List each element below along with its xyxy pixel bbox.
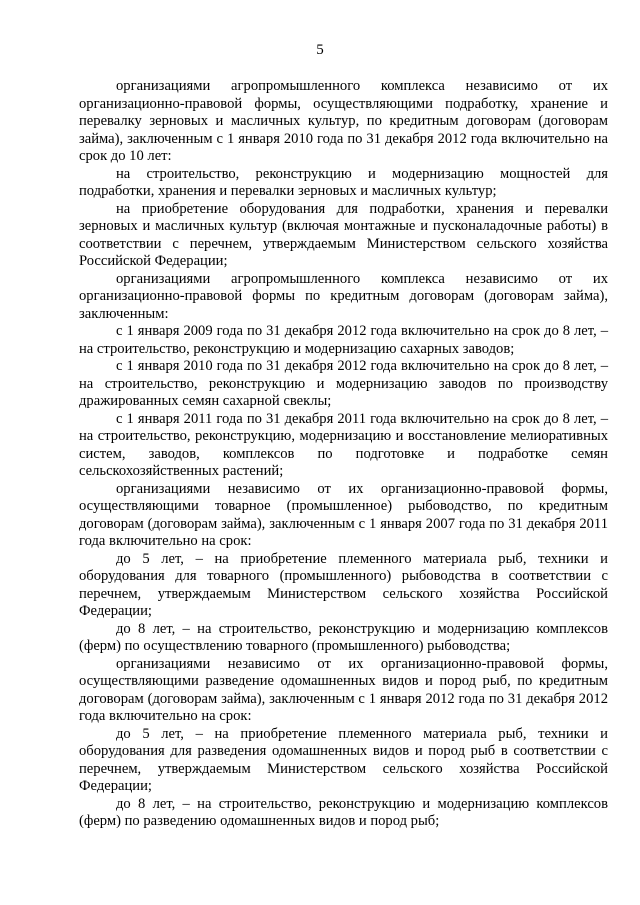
document-body xyxy=(79,78,608,831)
paragraph-fish-breeding-equipment: до 5 лет, – на приобретение племенного материала рыб, техники и оборудования для разведения одомашненных видов и пород рыб в соответствии с перечнем, утверждаемым Министерством сельского хозяйства Российской Федерации; xyxy=(79,725,608,794)
paragraph-fish-farming-organizations: организациями независимо от их организационно-правовой формы, осуществляющими товарное (промышленное) рыбоводство, по кредитным договорам (договорам займа), заключенным с 1 января 2007 года по 31 декабря 2011 года включительно на срок: xyxy=(79,480,608,549)
page-number: 5 xyxy=(316,42,324,58)
paragraph-beet-seed-plants: с 1 января 2010 года по 31 декабря 2012 года включительно на срок до 8 лет, – на строительство, реконструкцию и модернизацию заводов по производству дражированных семян сахарной свеклы; xyxy=(79,358,608,409)
paragraph-melioration-systems: с 1 января 2011 года по 31 декабря 2011 года включительно на срок до 8 лет, – на строительство, реконструкцию, модернизацию и восстановление мелиоративных систем, заводов, комплексов по подготовке и подработке семян сельскохозяйственных растений; xyxy=(79,410,608,479)
paragraph-fish-breeding-organizations: организациями независимо от их организационно-правовой формы, осуществляющими разведение одомашненных видов и пород рыб, по кредитным договорам (договорам займа), заключенным с 1 января 2012 года по 31 декабря 2012 года включительно на срок: xyxy=(79,655,608,724)
paragraph-grain-equipment: на приобретение оборудования для подработки, хранения и перевалки зерновых и масличных культур (включая монтажные и пусконаладочные работы) в соответствии с перечнем, утверждаемым Министерством сельского хозяйства Российской Федерации; xyxy=(79,200,608,269)
paragraph-fish-breeding-construction: до 8 лет, – на строительство, реконструкцию и модернизацию комплексов (ферм) по разведению одомашненных видов и пород рыб; xyxy=(79,795,608,829)
paragraph-fish-farming-construction: до 8 лет, – на строительство, реконструкцию и модернизацию комплексов (ферм) по осуществлению товарного (промышленного) рыбоводства; xyxy=(79,620,608,654)
paragraph-grain-construction: на строительство, реконструкцию и модернизацию мощностей для подработки, хранения и перевалки зерновых и масличных культур; xyxy=(79,165,608,199)
paragraph-sugar-factories: с 1 января 2009 года по 31 декабря 2012 года включительно на срок до 8 лет, – на строительство, реконструкцию и модернизацию сахарных заводов; xyxy=(79,323,608,357)
paragraph-grain-organizations: организациями агропромышленного комплекса независимо от их организационно-правовой формы, осуществляющими подработку, хранение и перевалку зерновых и масличных культур, по кредитным договорам (договорам займа), заключенным с 1 января 2010 года по 31 декабря 2012 года включительно на срок до 10 лет: xyxy=(79,78,608,164)
paragraph-fish-farming-equipment: до 5 лет, – на приобретение племенного материала рыб, техники и оборудования для товарного (промышленного) рыбоводства в соответствии с перечнем, утверждаемым Министерством сельского хозяйства Российской Федерации; xyxy=(79,550,608,619)
paragraph-agro-organizations: организациями агропромышленного комплекса независимо от их организационно-правовой формы по кредитным договорам (договорам займа), заключенным: xyxy=(79,270,608,322)
